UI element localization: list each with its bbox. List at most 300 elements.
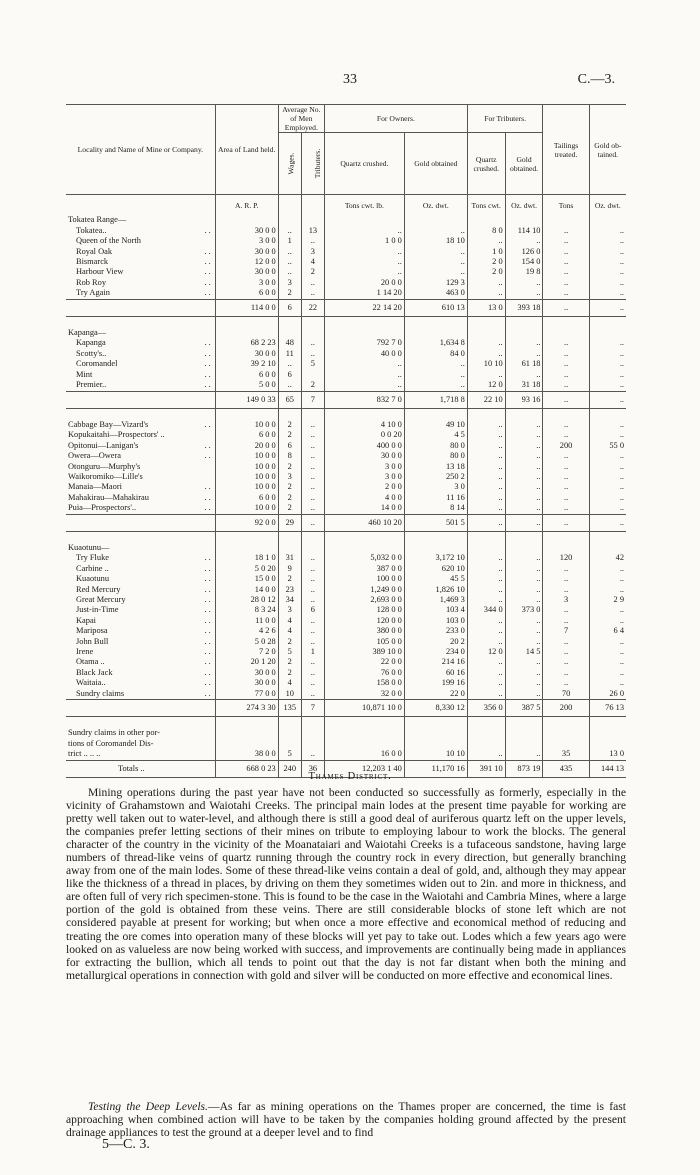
- document-reference: C.—3.: [577, 72, 615, 87]
- mine-name: Irene: [76, 647, 94, 657]
- area-cell: 6 0 0: [215, 430, 278, 440]
- wages-cell: 2: [278, 288, 301, 299]
- tributers-cell: 1: [301, 647, 324, 657]
- area-cell: 38 0 0: [215, 749, 278, 760]
- empty-cell: [505, 328, 543, 338]
- mine-name: Waikoromiko—Lille's: [68, 471, 143, 481]
- tributers-cell: 5: [301, 359, 324, 369]
- tributers-cell: ..: [301, 574, 324, 584]
- gold-total-cell: ..: [589, 482, 626, 492]
- spacer-cell: [589, 531, 626, 543]
- trib-quartz-cell: ..: [467, 236, 505, 246]
- gold-cell: 18 10: [404, 236, 467, 246]
- spacer-cell: [404, 408, 467, 420]
- gold-total-cell: ..: [589, 267, 626, 277]
- trib-gold-cell: 31 18: [505, 380, 543, 391]
- trib-quartz-cell: ..: [467, 349, 505, 359]
- tailings-cell: 3: [543, 595, 589, 605]
- tailings-cell: ..: [543, 514, 589, 531]
- table-row: [66, 338, 626, 348]
- trib-quartz-cell: ..: [467, 338, 505, 348]
- area-cell: 30 0 0: [215, 349, 278, 359]
- leader-dots: ..: [204, 626, 213, 636]
- mine-name: Kopukaitahi—Prospectors' ..: [68, 430, 165, 440]
- tailings-cell: ..: [543, 349, 589, 359]
- leader-dots: ..: [204, 451, 213, 461]
- table-row: [66, 420, 626, 430]
- area-cell: 14 0 0: [215, 585, 278, 595]
- quartz-cell: 14 0 0: [324, 503, 404, 514]
- wages-cell: 2: [278, 420, 301, 430]
- quartz-cell: 4 10 0: [324, 420, 404, 430]
- trib-gold-cell: ..: [505, 338, 543, 348]
- trib-quartz-cell: ..: [467, 420, 505, 430]
- wages-cell: 65: [278, 391, 301, 408]
- wages-cell: 4: [278, 678, 301, 688]
- mine-name-cell: [66, 657, 215, 667]
- area-cell: 6 0 0: [215, 370, 278, 380]
- spacer-cell: [543, 317, 589, 329]
- empty-cell: [215, 543, 278, 553]
- wages-cell: ..: [278, 247, 301, 257]
- trib-quartz-cell: ..: [467, 462, 505, 472]
- tailings-cell: 120: [543, 553, 589, 563]
- trib-gold-cell: 19 8: [505, 267, 543, 277]
- empty-cell: [404, 215, 467, 225]
- quartz-cell: ..: [324, 370, 404, 380]
- gold-cell: 8 14: [404, 503, 467, 514]
- group-heading-row: [66, 215, 626, 225]
- gold-total-cell: ..: [589, 257, 626, 267]
- gold-cell: ..: [404, 370, 467, 380]
- trib-gold-cell: ..: [505, 503, 543, 514]
- tributers-cell: ..: [301, 678, 324, 688]
- wages-cell: 23: [278, 585, 301, 595]
- quartz-cell: 32 0 0: [324, 689, 404, 700]
- quartz-cell: ..: [324, 359, 404, 369]
- trib-quartz-cell: 12 0: [467, 647, 505, 657]
- area-cell: 15 0 0: [215, 574, 278, 584]
- area-cell: 10 0 0: [215, 503, 278, 514]
- leader-dots: ..: [204, 419, 213, 429]
- group-heading-row: [66, 543, 626, 553]
- table-row: [66, 451, 626, 461]
- empty-cell: [324, 328, 404, 338]
- trib-gold-cell: ..: [505, 441, 543, 451]
- mine-name-cell: [66, 728, 215, 738]
- area-cell: 18 1 0: [215, 553, 278, 563]
- area-cell: 668 0 23: [215, 760, 278, 777]
- spacer-cell: [467, 531, 505, 543]
- wages-cell: 34: [278, 595, 301, 605]
- mine-name-cell: [66, 503, 215, 514]
- quartz-cell: 22 0 0: [324, 657, 404, 667]
- tributers-cell: 2: [301, 267, 324, 277]
- gold-total-cell: ..: [589, 349, 626, 359]
- area-cell: 20 1 20: [215, 657, 278, 667]
- empty-cell: [543, 543, 589, 553]
- table-row: [66, 564, 626, 574]
- group-heading: Kuaotunu—: [66, 543, 215, 553]
- tailings-cell: [543, 728, 589, 738]
- mine-name-cell: [66, 359, 215, 369]
- spacer-cell: [543, 408, 589, 420]
- mine-name: Rob Roy: [76, 277, 107, 287]
- header-tributers: [301, 133, 324, 195]
- gold-total-cell: 26 0: [589, 689, 626, 700]
- mine-name-cell: [66, 595, 215, 605]
- trib-gold-cell: ..: [505, 657, 543, 667]
- area-cell: 149 0 33: [215, 391, 278, 408]
- leader-dots: ..: [204, 440, 213, 450]
- gold-total-cell: 2 9: [589, 595, 626, 605]
- empty-cell: [467, 328, 505, 338]
- empty-cell: [215, 215, 278, 225]
- table-row: [66, 728, 626, 738]
- wages-cell: 5: [278, 749, 301, 760]
- area-cell: 30 0 0: [215, 668, 278, 678]
- wages-cell: [278, 728, 301, 738]
- gold-cell: 501 5: [404, 514, 467, 531]
- table-row: [66, 678, 626, 688]
- empty-cell: [278, 543, 301, 553]
- gold-cell: 84 0: [404, 349, 467, 359]
- tributers-cell: ..: [301, 278, 324, 288]
- gold-cell: 3,172 10: [404, 553, 467, 563]
- mine-name-cell: [66, 257, 215, 267]
- quartz-cell: 380 0 0: [324, 626, 404, 636]
- area-cell: 39 2 10: [215, 359, 278, 369]
- mine-name: Otonguru—Murphy's: [68, 461, 141, 471]
- spacer-cell: [324, 408, 404, 420]
- empty-cell: [543, 328, 589, 338]
- tailings-cell: 200: [543, 441, 589, 451]
- gold-cell: 1,826 10: [404, 585, 467, 595]
- gold-cell: ..: [404, 247, 467, 257]
- gold-cell: 8,330 12: [404, 700, 467, 717]
- area-cell: 5 0 20: [215, 564, 278, 574]
- table-row: [66, 595, 626, 605]
- mine-name-cell: [66, 370, 215, 380]
- gold-cell: 80 0: [404, 451, 467, 461]
- spacer-cell: [505, 317, 543, 329]
- gold-cell: 49 10: [404, 420, 467, 430]
- wages-cell: 2: [278, 482, 301, 492]
- empty-cell: [215, 328, 278, 338]
- mine-name: Just-in-Time: [76, 605, 119, 615]
- trib-gold-cell: 393 18: [505, 299, 543, 316]
- spacer-cell: [66, 317, 215, 329]
- gold-cell: 1,469 3: [404, 595, 467, 605]
- trib-quartz-cell: 10 10: [467, 359, 505, 369]
- spacer-cell: [301, 317, 324, 329]
- tailings-cell: ..: [543, 451, 589, 461]
- gold-total-cell: ..: [589, 430, 626, 440]
- leader-dots: ..: [204, 257, 213, 267]
- table-row: [66, 226, 626, 236]
- wages-cell: 240: [278, 760, 301, 777]
- tributers-cell: 7: [301, 700, 324, 717]
- spacer-row: [66, 317, 626, 329]
- leader-dots: ..: [204, 584, 213, 594]
- unit-wages: [278, 195, 301, 216]
- quartz-cell: 3 0 0: [324, 472, 404, 482]
- quartz-cell: 40 0 0: [324, 349, 404, 359]
- tributers-cell: ..: [301, 749, 324, 760]
- wages-cell: ..: [278, 359, 301, 369]
- gold-cell: 214 16: [404, 657, 467, 667]
- spacer-row: [66, 408, 626, 420]
- table-row: [66, 647, 626, 657]
- paragraph-testing-deep-levels: [66, 1100, 626, 1139]
- trib-quartz-cell: ..: [467, 482, 505, 492]
- group-heading-row: [66, 328, 626, 338]
- gold-total-cell: ..: [589, 647, 626, 657]
- mine-name-cell: [66, 553, 215, 563]
- trib-quartz-cell: 344 0: [467, 605, 505, 615]
- table-row: [66, 605, 626, 615]
- subtotal-row: [66, 514, 626, 531]
- tributers-cell: ..: [301, 482, 324, 492]
- gold-total-cell: ..: [589, 493, 626, 503]
- spacer-cell: [543, 531, 589, 543]
- gold-total-cell: ..: [589, 247, 626, 257]
- trib-quartz-cell: ..: [467, 689, 505, 700]
- quartz-cell: 105 0 0: [324, 637, 404, 647]
- table-row: [66, 462, 626, 472]
- spacer-cell: [589, 317, 626, 329]
- spacer-cell: [66, 408, 215, 420]
- tributers-cell: ..: [301, 626, 324, 636]
- wages-cell: ..: [278, 257, 301, 267]
- trib-gold-cell: ..: [505, 349, 543, 359]
- mine-name-cell: [66, 338, 215, 348]
- area-cell: 5 0 0: [215, 380, 278, 391]
- quartz-cell: ..: [324, 257, 404, 267]
- mine-name: Otama ..: [76, 657, 105, 667]
- wages-cell: 2: [278, 462, 301, 472]
- tailings-cell: ..: [543, 472, 589, 482]
- area-cell: [215, 739, 278, 749]
- mine-name-cell: [66, 626, 215, 636]
- spacer-row: [66, 531, 626, 543]
- trib-quartz-cell: 2 0: [467, 267, 505, 277]
- area-cell: 10 0 0: [215, 420, 278, 430]
- empty-cell: [324, 215, 404, 225]
- gold-cell: 129 3: [404, 278, 467, 288]
- tailings-cell: 35: [543, 749, 589, 760]
- tributers-cell: 2: [301, 380, 324, 391]
- table-row: [66, 257, 626, 267]
- table-row: [66, 637, 626, 647]
- trib-quartz-cell: 356 0: [467, 700, 505, 717]
- mine-name: Royal Oak: [76, 246, 113, 256]
- wages-cell: 1: [278, 236, 301, 246]
- gold-cell: 4 5: [404, 430, 467, 440]
- wages-cell: 3: [278, 605, 301, 615]
- quartz-cell: 76 0 0: [324, 668, 404, 678]
- mine-name-cell: [66, 267, 215, 277]
- table-row: [66, 278, 626, 288]
- leader-dots: ..: [204, 246, 213, 256]
- mine-name: Try Fluke: [76, 553, 109, 563]
- header-locality: Locality and Name of Mine or Company.: [66, 105, 215, 195]
- mine-name: Kapanga: [76, 338, 106, 348]
- gold-total-cell: ..: [589, 380, 626, 391]
- tributers-cell: ..: [301, 564, 324, 574]
- mine-name-cell: [66, 616, 215, 626]
- quartz-cell: ..: [324, 267, 404, 277]
- quartz-cell: 1,249 0 0: [324, 585, 404, 595]
- wages-cell: ..: [278, 380, 301, 391]
- district-heading: Thames District.: [308, 771, 392, 782]
- empty-cell: [301, 215, 324, 225]
- header-quartz-crushed: Quartz crushed.: [324, 133, 404, 195]
- table-row: [66, 247, 626, 257]
- gold-total-cell: ..: [589, 359, 626, 369]
- gold-cell: 233 0: [404, 626, 467, 636]
- area-cell: 30 0 0: [215, 247, 278, 257]
- table-row: [66, 482, 626, 492]
- footer-reference: 5—C. 3.: [102, 1137, 150, 1152]
- tailings-cell: ..: [543, 278, 589, 288]
- wages-cell: 6: [278, 299, 301, 316]
- gold-cell: 60 16: [404, 668, 467, 678]
- tailings-cell: ..: [543, 391, 589, 408]
- gold-total-cell: ..: [589, 391, 626, 408]
- gold-cell: 11 16: [404, 493, 467, 503]
- subtotal-row: [66, 700, 626, 717]
- wages-cell: 6: [278, 370, 301, 380]
- quartz-cell: 2,693 0 0: [324, 595, 404, 605]
- trib-quartz-cell: ..: [467, 370, 505, 380]
- tributers-cell: ..: [301, 657, 324, 667]
- tailings-cell: 435: [543, 760, 589, 777]
- page-number: 33: [343, 72, 357, 87]
- tributers-cell: ..: [301, 472, 324, 482]
- quartz-cell: 128 0 0: [324, 605, 404, 615]
- gold-cell: 620 10: [404, 564, 467, 574]
- area-cell: 6 0 0: [215, 493, 278, 503]
- wages-cell: 9: [278, 564, 301, 574]
- empty-cell: [404, 328, 467, 338]
- spacer-cell: [505, 408, 543, 420]
- mine-name: Cabbage Bay—Vizard's: [68, 419, 149, 429]
- spacer-cell: [278, 317, 301, 329]
- table-body: [66, 195, 626, 778]
- mine-name-cell: [66, 637, 215, 647]
- gold-total-cell: ..: [589, 668, 626, 678]
- wages-cell: 2: [278, 637, 301, 647]
- mine-name-cell: [66, 288, 215, 299]
- gold-cell: ..: [404, 359, 467, 369]
- table-row: [66, 689, 626, 700]
- tributers-cell: ..: [301, 503, 324, 514]
- area-cell: 5 0 28: [215, 637, 278, 647]
- leader-dots: ..: [204, 657, 213, 667]
- tributers-cell: ..: [301, 462, 324, 472]
- mine-name-cell: [66, 605, 215, 615]
- spacer-cell: [543, 717, 589, 729]
- trib-gold-cell: ..: [505, 430, 543, 440]
- trib-quartz-cell: ..: [467, 451, 505, 461]
- header-tailings: Tailings treated.: [543, 105, 589, 195]
- gold-cell: 199 16: [404, 678, 467, 688]
- spacer-cell: [215, 317, 278, 329]
- wages-cell: 2: [278, 668, 301, 678]
- tailings-cell: 70: [543, 689, 589, 700]
- mine-name: Try Again: [76, 288, 110, 298]
- empty-cell: [589, 215, 626, 225]
- tributers-cell: ..: [301, 553, 324, 563]
- mine-name: Manaia—Maori: [68, 482, 122, 492]
- spacer-cell: [505, 531, 543, 543]
- gold-cell: 234 0: [404, 647, 467, 657]
- tributers-cell: ..: [301, 441, 324, 451]
- trib-quartz-cell: [467, 728, 505, 738]
- tributers-cell: ..: [301, 349, 324, 359]
- mine-name-cell: [66, 349, 215, 359]
- trib-gold-cell: ..: [505, 637, 543, 647]
- trib-gold-cell: 873 19: [505, 760, 543, 777]
- unit-t-gold: Oz. dwt.: [505, 195, 543, 216]
- empty-cell: [301, 328, 324, 338]
- tributers-cell: ..: [301, 338, 324, 348]
- leader-dots: ..: [204, 615, 213, 625]
- spacer-cell: [278, 531, 301, 543]
- spacer-cell: [467, 717, 505, 729]
- gold-total-cell: ..: [589, 564, 626, 574]
- mine-name: Kuaotunu: [76, 574, 110, 584]
- empty-cell: [505, 543, 543, 553]
- quartz-cell: 158 0 0: [324, 678, 404, 688]
- table-row: [66, 441, 626, 451]
- mine-name: tions of Coromandel Dis-: [68, 738, 154, 748]
- header-gold-obtained-total: Gold ob-tained.: [589, 105, 626, 195]
- units-blank: [66, 195, 215, 216]
- empty-cell: [467, 215, 505, 225]
- mine-name-cell: [66, 585, 215, 595]
- gold-total-cell: ..: [589, 236, 626, 246]
- empty-cell: [278, 328, 301, 338]
- mine-name: Queen of the North: [76, 236, 141, 246]
- tailings-cell: ..: [543, 616, 589, 626]
- tailings-cell: ..: [543, 668, 589, 678]
- trib-gold-cell: [505, 728, 543, 738]
- area-cell: 12 0 0: [215, 257, 278, 267]
- mine-name-cell: [66, 514, 215, 531]
- quartz-cell: 4 0 0: [324, 493, 404, 503]
- header-tributers-gold: Gold obtained.: [505, 133, 543, 195]
- leader-dots: ..: [204, 605, 213, 615]
- area-cell: 20 0 0: [215, 441, 278, 451]
- area-cell: 114 0 0: [215, 299, 278, 316]
- unit-area: A. R. P.: [215, 195, 278, 216]
- wages-cell: ..: [278, 267, 301, 277]
- leader-dots: ..: [204, 369, 213, 379]
- area-cell: 68 2 23: [215, 338, 278, 348]
- leader-dots: ..: [204, 225, 213, 235]
- spacer-cell: [404, 531, 467, 543]
- mine-name: Kapai: [76, 615, 96, 625]
- mine-name: Coromandel: [76, 359, 118, 369]
- wages-cell: 3: [278, 278, 301, 288]
- leader-dots: ..: [204, 647, 213, 657]
- gold-cell: [404, 728, 467, 738]
- trib-quartz-cell: ..: [467, 678, 505, 688]
- quartz-cell: 389 10 0: [324, 647, 404, 657]
- mine-name: Totals ..: [118, 763, 145, 773]
